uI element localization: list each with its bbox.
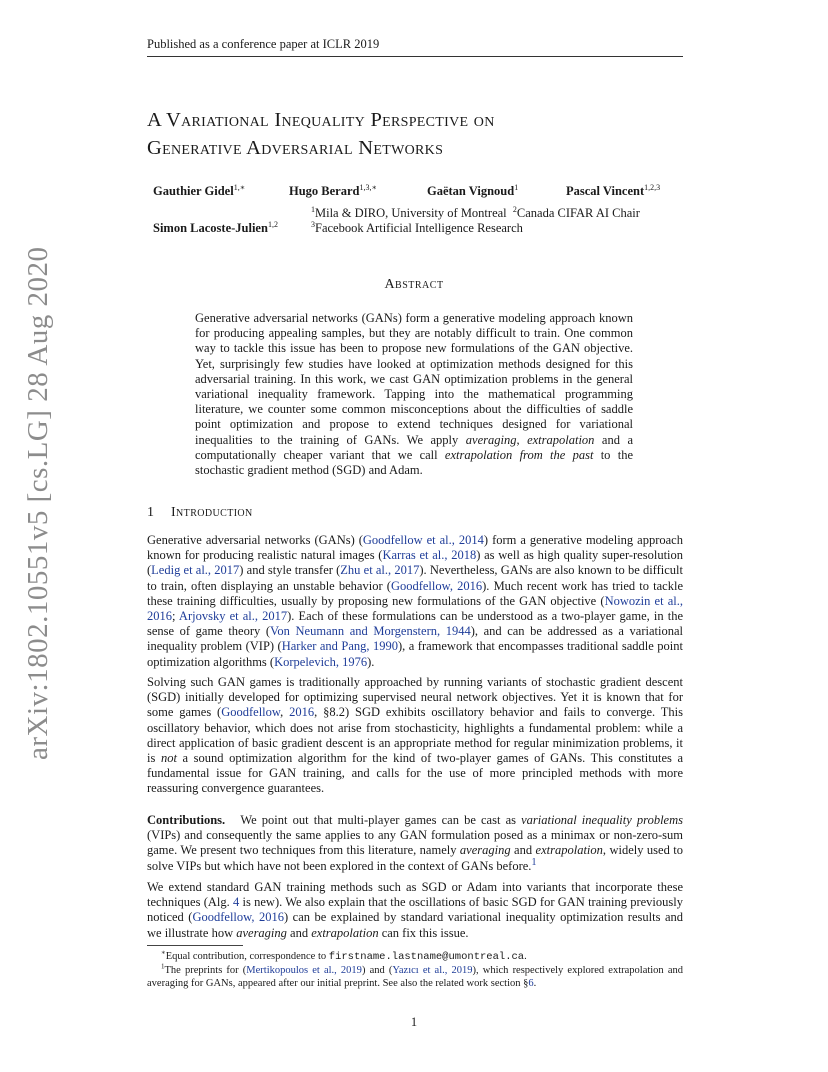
body-text: We point out that multi-player games can be cast as [225,813,522,827]
affiliation-line-1 [311,206,640,221]
author-name: Gauthier Gidel [153,184,234,198]
algorithm-link[interactable]: 4 [233,895,240,910]
section-title: Introduction [171,505,253,520]
author-1 [153,184,245,199]
citation-link[interactable]: Zhu et al., 2017 [340,563,420,578]
footnote-text: Equal contribution, correspondence to [165,951,329,962]
emphasis-text: variational inequality problems [521,813,683,827]
abstract-text: Generative adversarial networks (GANs) form a generative modeling approach known for producing appealing samples, but they are notably difficult to train. One common way to tackle this issue has been to propose new formulations of the GAN objective. Yet, surprisingly few studies have looked at optimization methods designed for this adversarial training. In this work, we cast GAN optimization problems in the general variational inequality framework. Tapping into the mathematical programming literature, we counter some common misconceptions about the difficulties of saddle point optimization and propose to extend techniques designed for variational inequalities to the training of GANs. We apply [195,311,633,447]
arxiv-identifier-stamp: arXiv:1802.10551v5 [cs.LG] 28 Aug 2020 [22,246,54,760]
author-name: Simon Lacoste-Julien [153,221,268,235]
affil-sup: 3 [311,219,315,229]
body-text: , widely used to solve VIPs but which have not been explored in the context of GANs before. [147,843,683,873]
citation-link[interactable]: Nowozin et al., 2016 [147,593,683,624]
footnote-marker-link[interactable]: 1 [531,856,537,868]
body-text: ), and can be addressed as a variational inequality problem (VIP) ( [147,624,683,654]
section-number: 1 [147,505,155,520]
abstract-heading: Abstract [384,277,444,292]
citation-link[interactable]: Mertikopoulos et al., 2019 [246,965,362,976]
body-text: is new). We also explain that the oscillations of basic SGD for GAN training previously noticed ( [147,895,683,925]
footnote-mark: 1 [161,962,165,971]
citation-link[interactable]: Goodfellow et al., 2014 [362,533,484,547]
body-text: ). [367,654,375,669]
running-header: Published as a conference paper at ICLR 2019 [147,37,683,57]
body-text: ) form a generative modeling approach known for producing realistic natural images ( [147,533,683,563]
body-text: ) and style transfer ( [239,563,341,578]
affil-sup: 2 [512,204,517,214]
affiliation-3: Facebook Artificial Intelligence Research [315,221,523,235]
citation-link[interactable]: Yazıcı et al., 2019 [392,965,473,976]
body-text: ) as well as high quality super-resolution ( [147,548,684,578]
body-text: ; [172,609,179,624]
body-text: and [286,925,312,940]
affiliation-2: Canada CIFAR AI Chair [516,206,640,220]
contributions-paragraph [147,813,683,874]
body-text: can fix this issue. [378,925,469,940]
emphasis-text: extrapolation [535,843,603,858]
author-name: Pascal Vincent [566,184,645,198]
abstract-emphasis: extrapolation from the past [444,447,594,462]
paper-title [147,106,707,162]
citation-link[interactable]: Von Neumann and Morgenstern, 1944 [270,624,471,639]
body-text: (VIPs) and consequently the same applies to any GAN formulation posed as a minimax or non-zero-sum game. We present two techniques from this literature, namely [147,828,683,858]
footnote-text: The preprints for ( [164,965,247,976]
intro-paragraph-2 [147,675,683,797]
abstract-body [195,311,633,478]
emphasis-text: averaging [459,843,511,858]
footnote-divider [147,945,243,946]
author-name: Gaëtan Vignoud [427,184,515,198]
citation-link[interactable]: Goodfellow, 2016 [192,910,284,925]
author-2 [289,184,377,199]
emphasis-text: not [160,751,177,766]
author-5 [153,221,278,236]
body-text: ) can be explained by standard variational inequality optimization results and we illustrate how [147,910,683,940]
citation-link[interactable]: Goodfellow [221,705,281,720]
abstract-text: to the stochastic gradient method (SGD) and Adam. [195,447,634,478]
abstract-text: , [516,432,528,447]
author-affil-sup: 1,∗ [233,182,246,192]
body-text: ), a framework that encompasses traditional saddle point optimization algorithms ( [147,639,683,669]
footnote-text: . [533,978,537,989]
title-line-1: A Variational Inequality Perspective on [147,109,495,131]
body-text: , §8.2) SGD exhibits oscillatory behavior and fails to converge. This oscillatory behavior, which does not arise from stochasticity, highlights a fundamental problem: while a direct application of basic gradient descent is an appropriate method for regular minimization problems, it is [147,705,684,766]
citation-link[interactable]: Ledig et al., 2017 [151,563,240,578]
abstract-emphasis: extrapolation [527,432,595,447]
affiliation-1: Mila & DIRO, University of Montreal [315,206,507,220]
footnote-text: . [524,951,527,962]
page-number: 1 [410,1015,418,1029]
abstract-text: and a computationally cheaper variant that we call [195,432,634,462]
citation-link[interactable]: Harker and Pang, 1990 [281,639,398,654]
intro-paragraph-1 [147,533,683,670]
title-line-2: Generative Adversarial Networks [147,137,444,159]
author-affil-sup: 1,2 [267,219,278,229]
citation-link[interactable]: Goodfellow, 2016 [390,578,483,593]
section-heading-introduction [147,505,253,521]
intro-paragraph-4 [147,880,683,941]
body-text: a sound optimization algorithm for the kind of two-player games of GANs. This constitutes a fundamental issue for GAN training, and calls for the use of more principled methods with more reassuring convergence guarantees. [147,751,683,796]
author-4 [566,184,660,199]
emphasis-text: extrapolation [311,925,379,940]
body-text: Generative adversarial networks (GANs) ( [147,533,363,547]
citation-link[interactable]: 2016 [289,705,315,720]
footnote-2 [147,964,683,990]
footnote-1 [147,950,683,964]
body-text: ). Much recent work has tried to tackle these training difficulties, usually by proposing new formulations of the GAN objective ( [147,578,683,608]
body-text: Solving such GAN games is traditionally approached by running variants of stochastic gradient descent (SGD) initially developed for optimizing supervised neural network objectives. Yet it is known that for some games ( [147,675,683,720]
author-affil-sup: 1,2,3 [644,182,661,192]
paragraph-label: Contributions. [147,813,226,827]
footnote-text: ) and ( [361,965,393,976]
author-name: Hugo Berard [289,184,360,198]
author-3 [427,184,518,199]
citation-link[interactable]: Korpelevich, 1976 [274,654,368,669]
footnote-mark: ∗ [161,948,166,957]
abstract-emphasis: averaging [465,432,517,447]
body-text: and [510,843,536,858]
body-text: ). Nevertheless, GANs are also known to be difficult to train, often displaying an unstable behavior ( [147,563,683,593]
body-text: We extend standard GAN training methods such as SGD or Adam into variants that incorporate these techniques (Alg. [147,880,683,910]
affil-sup: 1 [311,204,315,214]
email-address: firstname.lastname@umontreal.ca [328,951,525,963]
citation-link[interactable]: Karras et al., 2018 [382,548,477,563]
author-affil-sup: 1 [514,182,519,192]
citation-link[interactable]: Arjovsky et al., 2017 [178,609,288,624]
footnote-text: ), which respectively explored extrapolation and averaging for GANs, appeared after our initial preprint. See also the related work section § [147,965,683,989]
body-text: ). Each of these formulations can be understood as a two-player game, in the sense of game theory ( [147,609,683,639]
author-affil-sup: 1,3,∗ [359,182,377,192]
emphasis-text: averaging [236,925,287,940]
affiliation-line-2 [311,221,523,236]
section-link[interactable]: 6 [528,978,534,989]
body-text: , [280,705,290,720]
